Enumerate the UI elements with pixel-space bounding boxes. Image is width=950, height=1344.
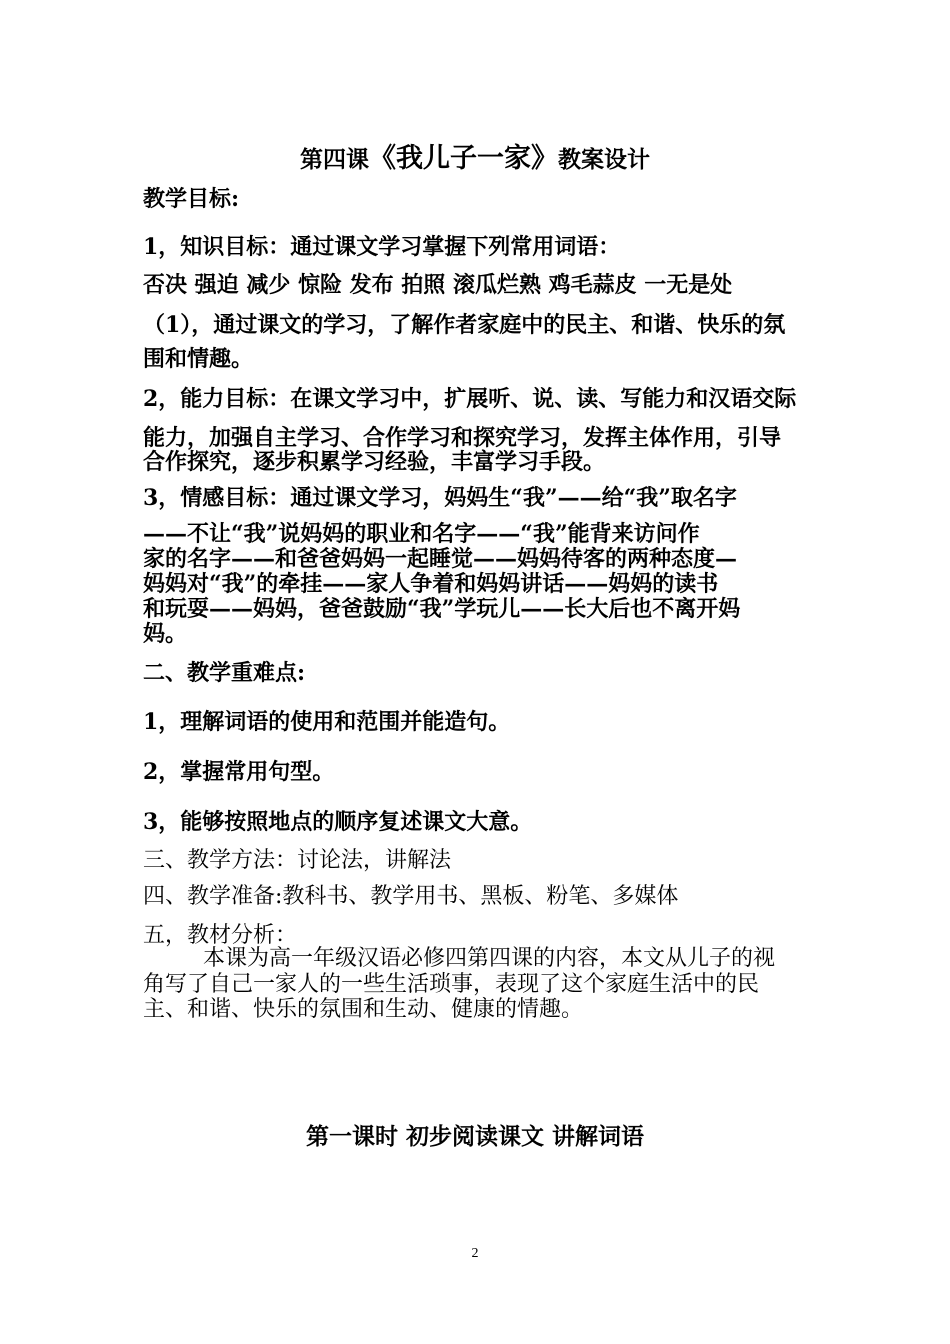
heading-key-points: 二、教学重难点: (143, 660, 306, 686)
emotion-goal-line-6: 妈。 (143, 621, 188, 647)
teaching-preparation: 四、教学准备:教科书、教学用书、黑板、粉笔、多媒体 (143, 884, 679, 909)
analysis-line-2: 角写了自己一家人的一些生活琐事，表现了这个家庭生活中的民 (143, 972, 760, 997)
analysis-line-3: 主、和谐、快乐的氛围和生动、健康的情趣。 (143, 997, 584, 1022)
title-prefix: 第四课 (300, 146, 369, 173)
key-point-2: 2，掌握常用句型。 (143, 759, 335, 785)
key-point-3: 3，能够按照地点的顺序复述课文大意。 (143, 809, 533, 835)
analysis-line-1: 本课为高一年级汉语必修四第四课的内容，本文从儿子的视 (203, 946, 776, 971)
ability-goal-line-3: 合作探究，逐步积累学习经验，丰富学习手段。 (143, 449, 606, 475)
vocabulary-list: 否决 强迫 减少 惊险 发布 拍照 滚瓜烂熟 鸡毛蒜皮 一无是处 (143, 272, 733, 298)
ability-goal-line-1: 2，能力目标：在课文学习中，扩展听、说、读、写能力和汉语交际 (143, 386, 797, 412)
heading-material-analysis: 五，教材分析： (143, 923, 298, 948)
knowledge-goal: 1，知识目标：通过课文学习掌握下列常用词语： (143, 234, 621, 260)
page-number: 2 (471, 1246, 479, 1261)
goal-detail-line-2: 围和情趣。 (143, 346, 254, 372)
title-suffix: 教案设计 (558, 146, 650, 173)
goal-detail-line-1: （1），通过课文的学习，了解作者家庭中的民主、和谐、快乐的氛 (143, 312, 786, 338)
emotion-goal-line-5: 和玩耍——妈妈，爸爸鼓励“我”学玩儿——长大后也不离开妈 (143, 596, 741, 622)
emotion-goal-line-2: ——不让“我”说妈妈的职业和名字——“我”能背来访问作 (143, 521, 700, 547)
title-book: 《我儿子一家》 (369, 143, 558, 174)
heading-teaching-goals: 教学目标: (143, 186, 240, 212)
emotion-goal-line-1: 3，情感目标：通过课文学习，妈妈生“我”——给“我”取名字 (143, 485, 737, 511)
ability-goal-line-2: 能力，加强自主学习、合作学习和探究学习，发挥主体作用，引导 (143, 425, 782, 451)
emotion-goal-line-4: 妈妈对“我”的牵挂——家人争着和妈妈讲话——妈妈的读书 (143, 571, 719, 597)
teaching-methods: 三、教学方法：讨论法，讲解法 (143, 848, 452, 873)
key-point-1: 1，理解词语的使用和范围并能造句。 (143, 709, 511, 735)
document-title (0, 136, 950, 175)
emotion-goal-line-3: 家的名字——和爸爸妈妈一起睡觉——妈妈待客的两种态度— (143, 546, 738, 572)
lesson-period-title: 第一课时 初步阅读课文 讲解词语 (305, 1123, 644, 1150)
